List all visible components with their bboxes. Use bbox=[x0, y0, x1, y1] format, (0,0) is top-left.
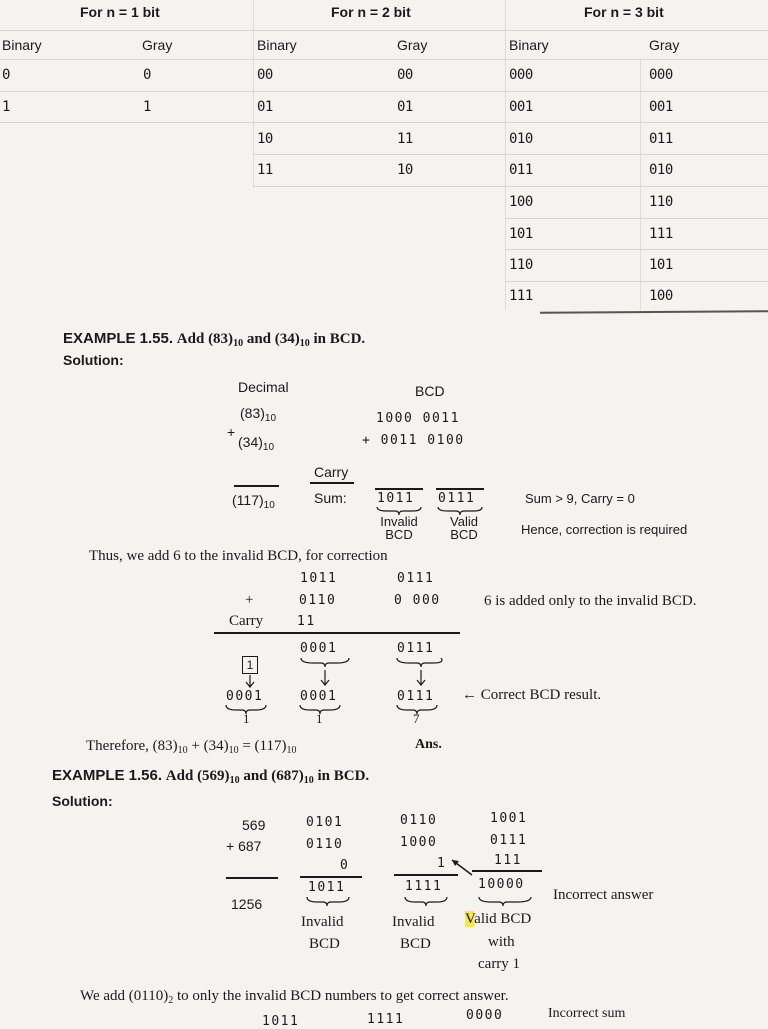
bcd-operand: 1111 bbox=[367, 1012, 405, 1027]
therefore-line: Therefore, $(83)_{10} + (34)_{10} = (117)_{10}$ bbox=[86, 738, 297, 756]
decimal-digit: 7 bbox=[413, 711, 420, 726]
correction-instruction: We add $(0110)_2$ to only the invalid BCD numbers to get correct answer. bbox=[80, 988, 509, 1006]
decimal-operand-a: 569 bbox=[242, 817, 266, 833]
bcd-operand: 1001 bbox=[490, 811, 528, 826]
sum-note: Sum > 9, Carry = 0 bbox=[525, 491, 635, 506]
col-header-gray: Gray bbox=[649, 37, 680, 53]
with-label: with bbox=[488, 934, 515, 950]
table-cell: 0 bbox=[2, 67, 10, 83]
col-header-binary: Binary bbox=[257, 37, 297, 53]
table-cell: 11 bbox=[397, 131, 413, 147]
partial-sum: 1111 bbox=[405, 879, 443, 894]
boxed-carry: 1 bbox=[242, 656, 258, 674]
valid-bcd-label: Valid BCD bbox=[450, 514, 478, 542]
carry-arrow bbox=[448, 857, 474, 877]
plus-sign: + bbox=[245, 592, 254, 608]
bcd-operand: 0111 bbox=[490, 833, 528, 848]
carry-bit: 0 bbox=[340, 858, 350, 873]
bcd-operand: 0110 bbox=[306, 837, 344, 852]
group-header-n1: For n = 1 bit bbox=[80, 4, 160, 20]
carry-arrows bbox=[225, 656, 445, 690]
bcd-operand: 0000 bbox=[466, 1008, 504, 1023]
table-cell: 100 bbox=[509, 194, 533, 210]
table-cell: 111 bbox=[649, 226, 673, 242]
result-digit-tens: 0001 bbox=[300, 689, 338, 704]
bcd-operand: 1000 bbox=[400, 835, 438, 850]
table-cell: 01 bbox=[397, 99, 413, 115]
bcd-operand-b: + 0011 0100 bbox=[362, 433, 465, 448]
sum-braces bbox=[305, 896, 545, 908]
carry-label: Carry bbox=[314, 464, 349, 480]
group-header-n3: For n = 3 bit bbox=[584, 4, 664, 20]
row3-low: 0111 bbox=[397, 641, 435, 656]
table-cell: 010 bbox=[509, 131, 533, 147]
answer-label: Ans. bbox=[415, 737, 442, 752]
result-digit-units: 0111 bbox=[397, 689, 435, 704]
bcd-heading: BCD bbox=[415, 383, 445, 399]
table-cell: 010 bbox=[649, 162, 673, 178]
table-cell: 00 bbox=[257, 67, 273, 83]
table-cell: 0 bbox=[143, 67, 151, 83]
table-cell: 1 bbox=[2, 99, 10, 115]
decimal-sum: $(117)_{10}$ bbox=[232, 492, 275, 511]
group-header-n2: For n = 2 bit bbox=[331, 4, 411, 20]
table-cell: 01 bbox=[257, 99, 273, 115]
bcd-label: BCD bbox=[309, 936, 340, 952]
invalid-label: Invalid bbox=[392, 914, 435, 930]
valid-bcd-label: Valid BCD bbox=[465, 911, 532, 927]
correct-result-note: ← Correct BCD result. bbox=[462, 687, 602, 703]
bcd-sum-low: 0111 bbox=[438, 491, 476, 506]
carry-one-label: carry 1 bbox=[478, 956, 521, 972]
table-cell: 001 bbox=[649, 99, 673, 115]
table-cell: 011 bbox=[509, 162, 533, 178]
table-cell: 1 bbox=[143, 99, 151, 115]
col-header-gray: Gray bbox=[397, 37, 428, 53]
row1-high: 1011 bbox=[300, 571, 338, 586]
bcd-operand: 0110 bbox=[400, 813, 438, 828]
row2-high: 0110 bbox=[299, 593, 337, 608]
row3-high: 0001 bbox=[300, 641, 338, 656]
partial-sum: 1011 bbox=[308, 880, 346, 895]
gray-code-table bbox=[0, 0, 768, 310]
table-cell: 110 bbox=[649, 194, 673, 210]
carry-bits: 111 bbox=[494, 853, 522, 868]
solution-label: Solution: bbox=[63, 352, 124, 368]
bcd-operand-a: 1000 0011 bbox=[376, 411, 460, 426]
table-cell: 101 bbox=[509, 226, 533, 242]
sum-label: Sum: bbox=[314, 490, 347, 506]
carry-bits: 11 bbox=[297, 614, 316, 629]
plus-sign: + bbox=[227, 424, 236, 440]
decimal-digit: 1 bbox=[316, 711, 323, 726]
decimal-heading: Decimal bbox=[238, 379, 289, 395]
table-cell: 10 bbox=[397, 162, 413, 178]
example-title: EXAMPLE 1.56. Add $(569)_{10}$ and $(687)_{10}$ in BCD. bbox=[52, 767, 370, 786]
decimal-operand-b: $(34)_{10}$ bbox=[238, 434, 275, 453]
carry-label: Carry bbox=[229, 613, 264, 629]
partial-sum: 10000 bbox=[478, 877, 525, 892]
table-cell: 000 bbox=[509, 67, 533, 83]
result-braces bbox=[224, 704, 444, 716]
decimal-digit: 1 bbox=[243, 711, 250, 726]
bcd-operand: 0101 bbox=[306, 815, 344, 830]
incorrect-sum-note: Incorrect sum bbox=[548, 1006, 626, 1021]
solution-label: Solution: bbox=[52, 793, 113, 809]
table-cell: 011 bbox=[649, 131, 673, 147]
table-cell: 11 bbox=[257, 162, 273, 178]
col-header-binary: Binary bbox=[509, 37, 549, 53]
decimal-sum: 1256 bbox=[231, 896, 263, 912]
row1-low: 0111 bbox=[397, 571, 435, 586]
col-header-gray: Gray bbox=[142, 37, 173, 53]
row2-low: 0 000 bbox=[394, 593, 441, 608]
table-cell: 110 bbox=[509, 257, 533, 273]
decimal-operand-b: + 687 bbox=[226, 838, 262, 854]
table-cell: 100 bbox=[649, 288, 673, 304]
bcd-operand: 1011 bbox=[262, 1014, 300, 1029]
invalid-label: Invalid bbox=[301, 914, 344, 930]
decimal-operand-a: $(83)_{10}$ bbox=[240, 405, 277, 424]
carry-bit: 1 bbox=[437, 856, 447, 871]
col-header-binary: Binary bbox=[2, 37, 42, 53]
table-cell: 001 bbox=[509, 99, 533, 115]
bcd-sum-high: 1011 bbox=[377, 491, 415, 506]
result-digit-hundreds: 0001 bbox=[226, 689, 264, 704]
table-cell: 00 bbox=[397, 67, 413, 83]
table-cell: 101 bbox=[649, 257, 673, 273]
six-note: 6 is added only to the invalid BCD. bbox=[484, 593, 697, 609]
incorrect-answer-note: Incorrect answer bbox=[553, 887, 654, 903]
invalid-bcd-label: Invalid BCD bbox=[380, 514, 418, 542]
example-title: EXAMPLE 1.55. Add $(83)_{10}$ and $(34)_{10}$ in BCD. bbox=[63, 330, 366, 349]
table-cell: 111 bbox=[509, 288, 533, 304]
bcd-label: BCD bbox=[400, 936, 431, 952]
correction-note: Hence, correction is required bbox=[521, 522, 688, 537]
thus-text: Thus, we add 6 to the invalid BCD, for correction bbox=[89, 548, 388, 564]
table-cell: 000 bbox=[649, 67, 673, 83]
table-cell: 10 bbox=[257, 131, 273, 147]
